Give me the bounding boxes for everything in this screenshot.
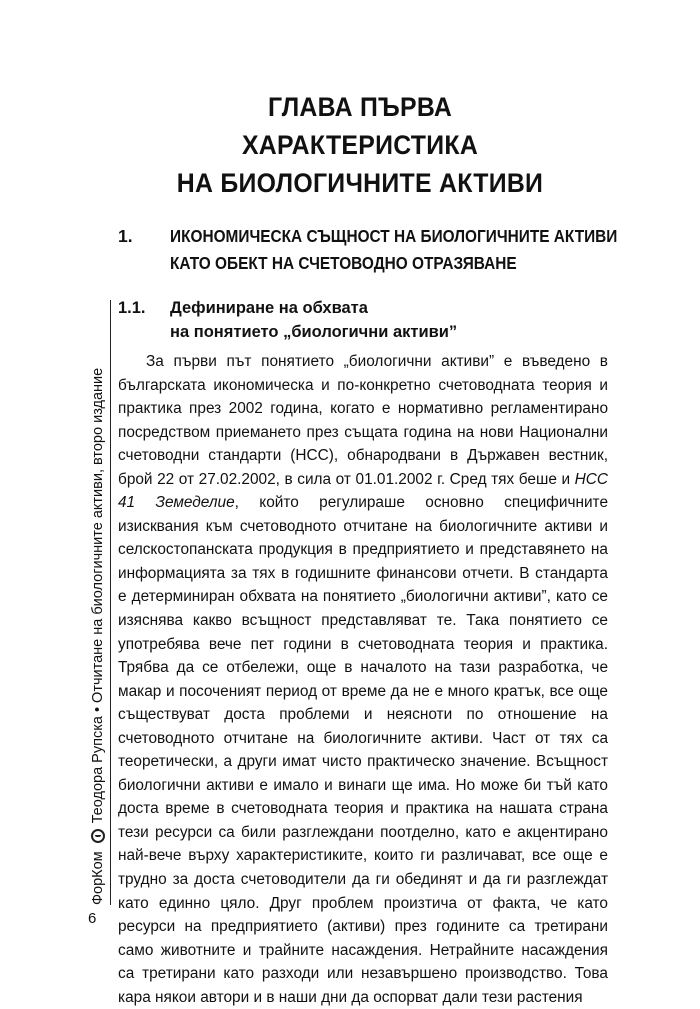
publisher-name: ФорКом [90,851,106,905]
publisher-logo-icon [91,829,105,843]
chapter-title-line-2: ХАРАКТЕРИСТИКА [241,130,479,160]
running-title: Теодора Рупска • Отчитане на биологичните активи, второ издание [90,367,106,824]
sidebar-text [86,300,110,905]
body-paragraph [118,350,608,1009]
running-header-sidebar [86,300,111,905]
page-number: 6 [88,910,97,927]
chapter-title-line-3: НА БИОЛОГИЧНИТЕ АКТИВИ [176,168,544,198]
chapter-title-line-1: ГЛАВА ПЪРВА [267,92,453,122]
section-heading [118,223,618,277]
standard-name: НСС 41 Земеделие [118,470,608,512]
section-number: 1. [118,226,133,246]
chapter-title [139,88,581,202]
subsection-heading [118,296,598,344]
section-title-line-1: ИКОНОМИЧЕСКА СЪЩНОСТ НА БИОЛОГИЧНИТЕ АКТИВИ [170,226,618,246]
subsection-title-line-2: на понятието „биологични активи” [170,323,458,341]
body-text-part-2: , който регулираше основно специфичните изисквания към счетоводното отчитане на биологичните активи и селскостопанската продукция в предприятието и представянето на информацията за тях в годишните финансови отчети. В стандарта е детерминиран обхвата на понятието „биологични активи”, като се изяснява какво всъщност представляват те. Така понятието се употребява вече пет години в счетоводната теория и практика. Трябва да се отбележи, още в началото на тази разработка, че макар и посоченият период от време да не е много кратък, все още съществуват доста проблеми и неясноти по отношение на счетоводното отчитане на биологичните активи. Част от тях са теоретически, а други имат чисто практическо значение. Всъщност биологични активи е имало и винаги ще има. Но може би тъй като доста време в счетоводната теория и практика на нашата страна тези ресурси са били разглеждани поотделно, като е акцентирано най-вече върху характеристиките, които ги различават, все още е трудно за доста счетоводители да ги обединят и да ги разглеждат като единно цяло. Друг проблем произтича от факта, че като ресурси на предприятието (активи) през годините са третирани само животните и трайните насаждения. Нетрайните насаждения са третирани като разходи или незавършено производство. Това кара някои автори и в наши дни да оспорват дали тези растения [118,494,608,1006]
section-title-line-2: КАТО ОБЕКТ НА СЧЕТОВОДНО ОТРАЗЯВАНЕ [170,253,517,273]
body-text-part-1: За първи път понятието „биологични активи” е въведено в българската икономическа и по-конкретно счетоводната теория и практика през 2002 година, когато е нормативно регламентирано посредством приемането през същата година на нови Национални счетоводни стандарти (НСС), обнародвани в Държавен вестник, брой 22 от 27.02.2002, в сила от 01.01.2002 г. Сред тях беше и [118,353,608,488]
body-text [118,350,608,1009]
subsection-number: 1.1. [118,299,146,317]
subsection-title-line-1: Дефиниране на обхвата [170,299,368,317]
